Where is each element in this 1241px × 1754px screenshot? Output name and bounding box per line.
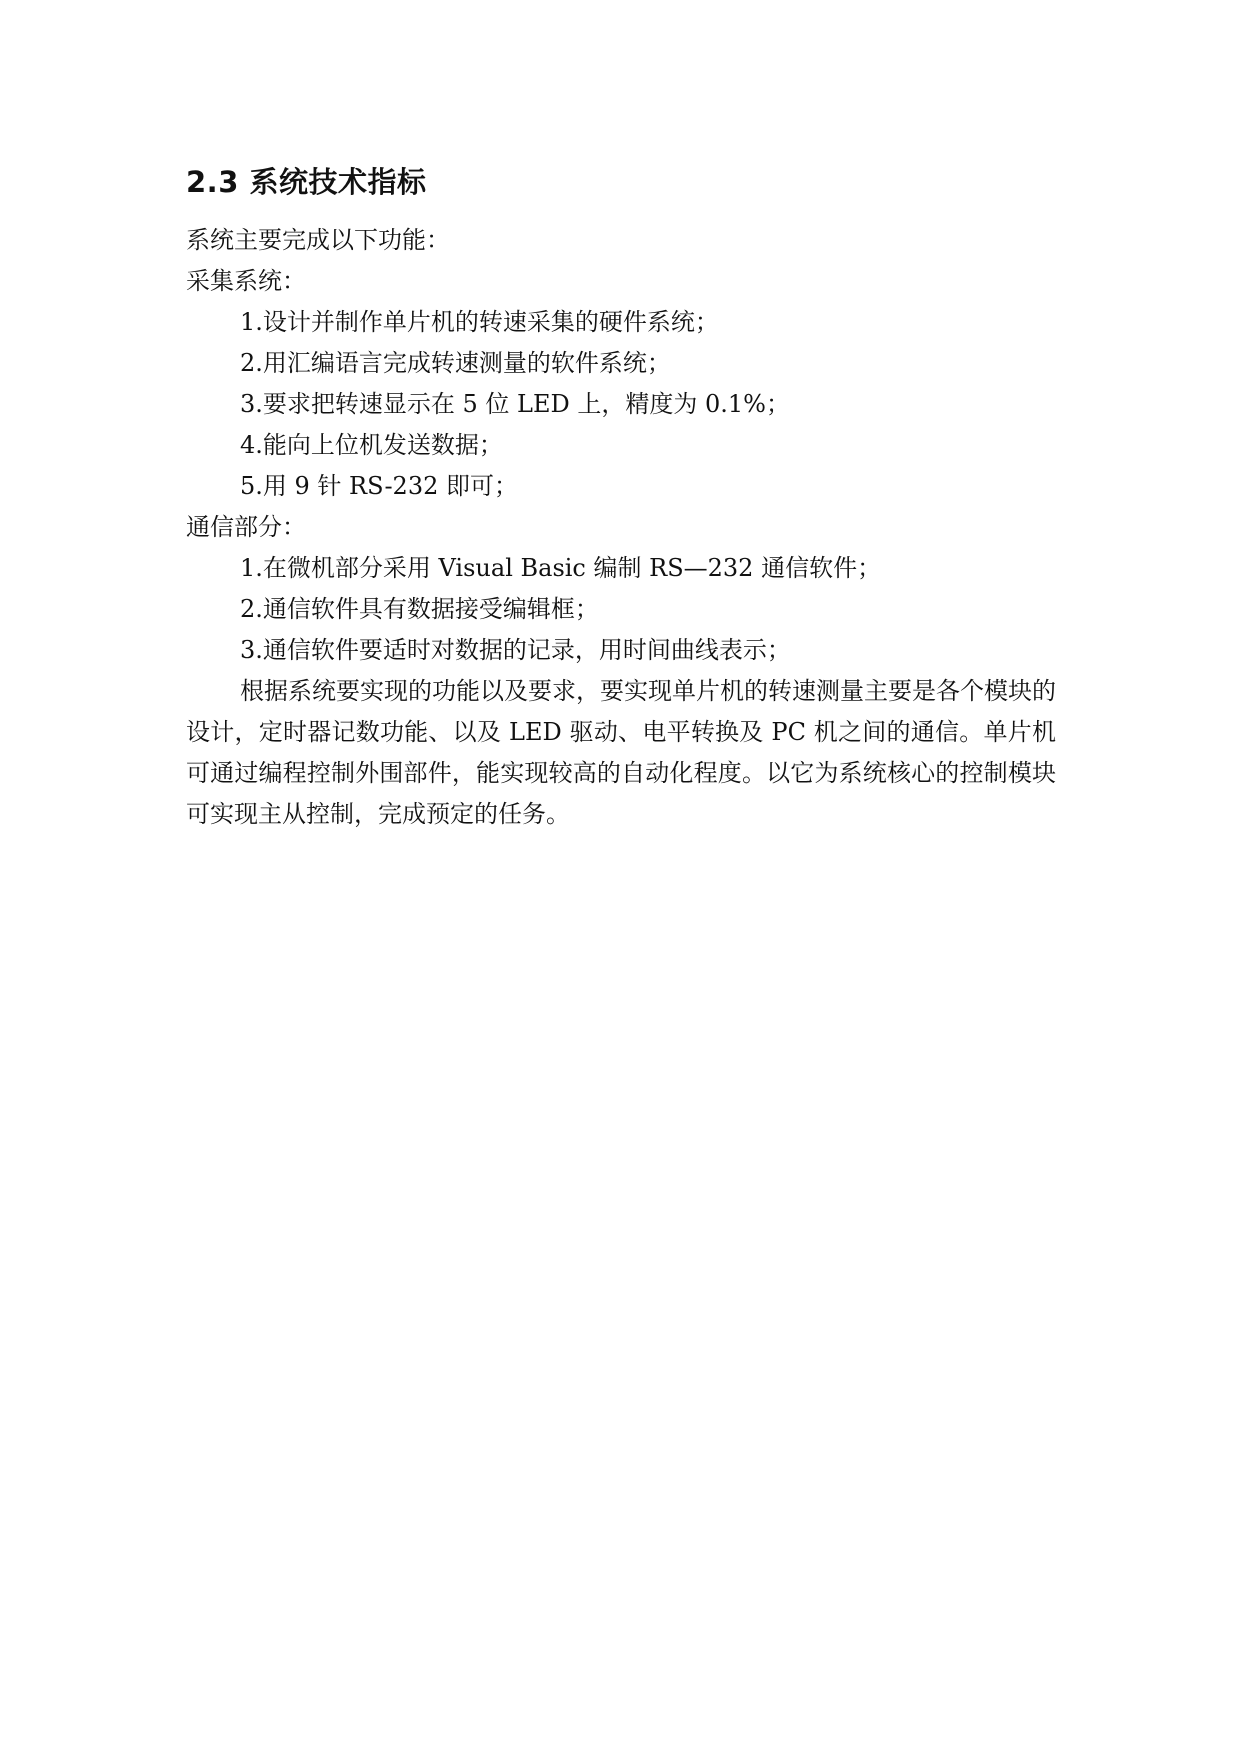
intro-text: 系统主要完成以下功能： bbox=[186, 226, 450, 254]
section-content bbox=[186, 160, 1056, 835]
communication-item-3: 3.通信软件要适时对数据的记录，用时间曲线表示； bbox=[240, 636, 791, 664]
acquisition-title: 采集系统： bbox=[186, 267, 306, 295]
section-heading: 2.3 系统技术指标 bbox=[186, 165, 427, 199]
acquisition-item-1: 1.设计并制作单片机的转速采集的硬件系统； bbox=[240, 308, 719, 336]
communication-title: 通信部分： bbox=[186, 513, 306, 541]
acquisition-item-5: 5.用 9 针 RS-232 即可； bbox=[240, 472, 518, 500]
communication-item-1: 1.在微机部分采用 Visual Basic 编制 RS—232 通信软件； bbox=[240, 554, 882, 582]
acquisition-item-3: 3.要求把转速显示在 5 位 LED 上，精度为 0.1%； bbox=[240, 390, 790, 418]
acquisition-item-2: 2.用汇编语言完成转速测量的软件系统； bbox=[240, 349, 671, 377]
communication-item-2: 2.通信软件具有数据接受编辑框； bbox=[240, 595, 599, 623]
summary-paragraph: 根据系统要实现的功能以及要求，要实现单片机的转速测量主要是各个模块的设计，定时器记数功能、以及 LED 驱动、电平转换及 PC 机之间的通信。单片机可通过编程控制外围部件，能实现较高的自动化程度。以它为系统核心的控制模块可实现主从控制，完成预定的任务。 bbox=[186, 677, 1056, 828]
acquisition-item-4: 4.能向上位机发送数据； bbox=[240, 431, 503, 459]
